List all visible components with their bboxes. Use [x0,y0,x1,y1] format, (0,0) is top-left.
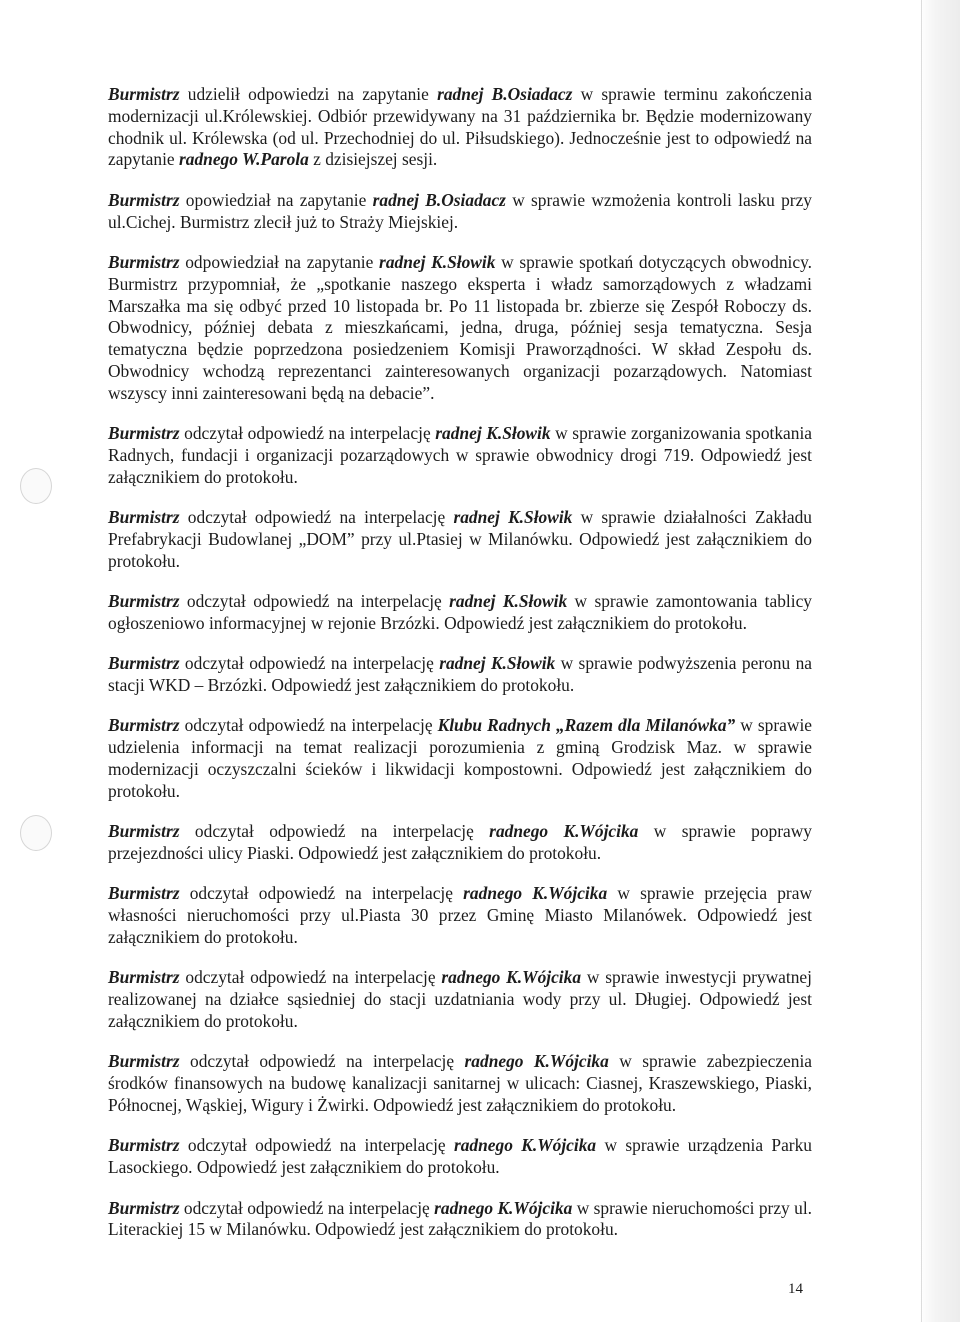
paragraph-14 [108,1198,812,1242]
paragraph-text: w sprawie podwyższenia peronu na stacji WKD – Brzózki. Odpowiedź jest załącznikiem do protokołu. [108,653,812,696]
club-name: Klubu Radnych „Razem dla Milanówka” [437,715,736,736]
paragraph-text: w sprawie terminu zakończenia modernizacji ul.Królewskiej. Odbiór przewidywany na 31 października br. Będzie modernizowany chodnik ul. Królewska (od ul. Przechodniej do ul. Piłsudskiego). Jednocześnie jest to odpowiedź na zapytanie [108,84,812,170]
paragraph-text: z dzisiejszej sesji. [308,149,438,170]
speaker-name: Burmistrz [108,821,180,842]
paragraph-text: w sprawie nieruchomości przy ul. Literackiej 15 w Milanówku. Odpowiedź jest załącznikiem do protokołu. [108,1197,813,1240]
paragraph-6 [108,591,812,635]
councillor-name: radnej K.Słowik [439,653,556,674]
paragraph-text: w sprawie udzielenia informacji na temat realizacji porozumienia z gminą Grodzisk Maz. w sprawie modernizacji oczyszczalni ścieków i likwidacji kompostowni. Odpowiedź jest załącznikiem do protokołu. [108,715,812,801]
paragraph-text: w sprawie przejęcia praw własności nieruchomości przy ul.Piasta 30 przez Gminę Miasto Milanówek. Odpowiedź jest załącznikiem do protokołu. [108,883,813,948]
paragraph-3 [108,252,812,405]
paragraph-text: udzielił odpowiedzi na zapytanie [179,84,438,104]
paragraph-text: odczytał odpowiedź na interpelację [179,507,454,528]
punch-hole-lower [20,815,52,851]
paragraph-12 [108,1051,812,1116]
paragraph-text: w sprawie spotkań dotyczących obwodnicy. Burmistrz przypomniał, że „spotkanie naszego eksperta i władz samorządowych z władzami Marszałka ma się odbyć przed 10 listopada br. Po 11 listopada br. zbierze się Zespół Roboczy ds. Obwodnicy, później debata z mieszkańcami, jedna, druga, później sesja tematyczna. Sesja tematyczna będzie poprzedzona posiedzeniem Komisji Praworządności. W skład Zespołu ds. Obwodnicy wchodzą reprezentanci zainteresowanych organizacji pozarządowych. Natomiast wszyscy inni zainteresowani będą na debacie”. [108,251,812,403]
councillor-name: radnego K.Wójcika [489,821,639,842]
paragraph-11 [108,967,812,1032]
paragraph-text: w sprawie wzmożenia kontroli lasku przy ul.Cichej. Burmistrz zlecił już to Straży Miejskiej. [108,189,813,232]
councillor-name: radnej B.Osiadacz [437,84,573,104]
paragraph-9 [108,821,812,865]
speaker-name: Burmistrz [108,591,180,612]
paragraph-text: opowiedział na zapytanie [179,189,373,210]
councillor-name: radnego K.Wójcika [453,1135,597,1156]
councillor-name: radnego K.Wójcika [463,883,608,904]
paragraph-7 [108,653,812,697]
paragraph-text: odczytał odpowiedź na interpelację [179,883,464,904]
speaker-name: Burmistrz [108,423,180,444]
councillor-name: radnego K.Wójcika [434,1197,573,1218]
speaker-name: Burmistrz [108,84,180,104]
councillor-name: radnego K.Wójcika [464,1051,609,1072]
scan-edge-shadow [920,0,960,1322]
paragraph-text: w sprawie urządzenia Parku Lasockiego. Odpowiedź jest załącznikiem do protokołu. [108,1135,812,1178]
document-page [108,84,812,1260]
councillor-name: radnej B.Osiadacz [372,189,506,210]
speaker-name: Burmistrz [108,189,180,210]
paragraph-text: w sprawie poprawy przejezdności ulicy Piaski. Odpowiedź jest załącznikiem do protokołu. [108,821,812,864]
paragraph-text: odczytał odpowiedź na interpelację [179,423,436,444]
paragraph-text: odczytał odpowiedź na interpelację [179,821,490,842]
paragraph-text: w sprawie inwestycji prywatnej realizowanej na działce sąsiedniej do stacji uzdatniania wody przy ul. Długiej. Odpowiedź jest załącznikiem do protokołu. [108,967,812,1032]
paragraph-13 [108,1135,812,1179]
paragraph-10 [108,883,812,948]
speaker-name: Burmistrz [108,1135,180,1156]
councillor-name: radnej K.Słowik [379,251,496,272]
speaker-name: Burmistrz [108,1197,180,1218]
paragraph-4 [108,423,812,488]
paragraph-text: odczytał odpowiedź na interpelację [179,591,450,612]
paragraph-8 [108,715,812,802]
paragraph-text: odczytał odpowiedź na interpelację [179,1197,435,1218]
paragraph-text: odczytał odpowiedź na interpelację [179,1135,454,1156]
speaker-name: Burmistrz [108,1051,180,1072]
punch-hole-upper [20,468,52,504]
speaker-name: Burmistrz [108,507,180,528]
councillor-name: radnej K.Słowik [449,591,568,612]
paragraph-text: odczytał odpowiedź na interpelację [179,967,442,988]
councillor-name: radnej K.Słowik [435,423,551,444]
speaker-name: Burmistrz [108,251,180,272]
speaker-name: Burmistrz [108,715,180,736]
paragraph-text: w sprawie zabezpieczenia środków finansowych na budowę kanalizacji sanitarnej w ulicach: Ciasnej, Kraszewskiego, Piaski, Północnej, Wąskiej, Wigury i Żwirki. Odpowiedź jest załącznikiem do protokołu. [108,1051,813,1116]
speaker-name: Burmistrz [108,883,180,904]
councillor-name: radnego W.Parola [178,149,309,170]
scan-edge-line [921,0,922,1322]
councillor-name: radnego K.Wójcika [441,967,582,988]
paragraph-text: w sprawie działalności Zakładu Prefabrykacji Budowlanej „DOM” przy ul.Ptasiej w Milanówku. Odpowiedź jest załącznikiem do protokołu. [108,507,812,571]
speaker-name: Burmistrz [108,653,180,674]
paragraph-2 [108,190,812,234]
paragraph-text: w sprawie zorganizowania spotkania Radnych, fundacji i organizacji pozarządowych w sprawie obwodnicy drogi 719. Odpowiedź jest załącznikiem do protokołu. [108,423,813,487]
paragraph-text: odczytał odpowiedź na interpelację [179,1051,465,1072]
councillor-name: radnej K.Słowik [453,507,573,528]
paragraph-5 [108,507,812,572]
paragraph-text: odczytał odpowiedź na interpelację [179,653,440,674]
paragraph-text: odpowiedział na zapytanie [179,251,380,272]
paragraph-text: odczytał odpowiedź na interpelację [179,715,438,736]
paragraph-1 [108,84,812,171]
paragraph-text: w sprawie zamontowania tablicy ogłoszeniowo informacyjnej w rejonie Brzózki. Odpowiedź jest załącznikiem do protokołu. [108,591,812,633]
page-number: 14 [788,1281,803,1297]
speaker-name: Burmistrz [108,967,180,988]
